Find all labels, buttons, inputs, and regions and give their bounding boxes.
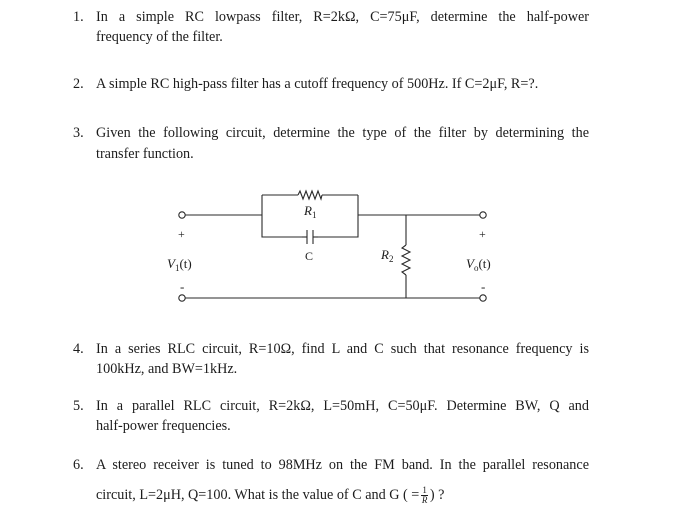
input-minus-sign: - [180,279,185,294]
question-number: 5. [73,398,84,414]
question-text-prefix: circuit, L=2μH, Q=100. What is the value of C and G ( = [96,486,420,503]
question-text-line: half-power frequencies. [96,418,231,434]
question-number: 3. [73,125,84,141]
parallel-branch-left [262,215,302,237]
output-voltage-label: $V_o(t)$ [466,256,491,273]
input-plus-sign: + [178,227,185,241]
input-terminal-bottom [179,295,185,301]
question-text-line: 100kHz, and BW=1kHz. [96,361,238,377]
input-voltage-label: $V_1(t)$ [167,256,192,273]
question-text-line: transfer function. [96,146,194,162]
question-number: 4. [73,341,84,357]
question-text-line [96,486,444,505]
r2-label: $R_2$ [381,247,394,264]
question-text-suffix: ) ? [429,486,445,503]
output-minus-sign: - [481,279,486,294]
question-text-line: frequency of the filter. [96,29,223,45]
r2-resistor [402,245,410,275]
question-text-line: In a parallel RLC circuit, R=2kΩ, L=50mH, C=50μF. Determine BW, Q and [96,398,589,414]
parallel-branch-right [318,215,358,237]
question-number: 1. [73,9,84,25]
question-number: 2. [73,76,84,92]
question-text-line: In a series RLC circuit, R=10Ω, find L and C such that resonance frequency is [96,341,589,357]
input-terminal-top [179,212,185,218]
fraction-numerator: 1 [422,485,427,495]
question-text-line: A simple RC high-pass filter has a cutoff frequency of 500Hz. If C=2μF, R=?. [96,76,539,92]
output-plus-sign: + [479,227,486,241]
fraction-one-over-r [421,486,428,505]
fraction-denominator: R [421,495,428,505]
question-number: 6. [73,457,84,473]
output-terminal-bottom [480,295,486,301]
output-terminal-top [480,212,486,218]
question-text-line: A stereo receiver is tuned to 98MHz on the FM band. In the parallel resonance [96,457,589,473]
question-text-line: Given the following circuit, determine the type of the filter by determining the [96,125,589,141]
question-text-line: In a simple RC lowpass filter, R=2kΩ, C=75μF, determine the half-power [96,9,589,25]
r1-label: $R_1$ [304,203,317,220]
capacitor-label: C [305,249,314,263]
r1-resistor [298,191,322,199]
